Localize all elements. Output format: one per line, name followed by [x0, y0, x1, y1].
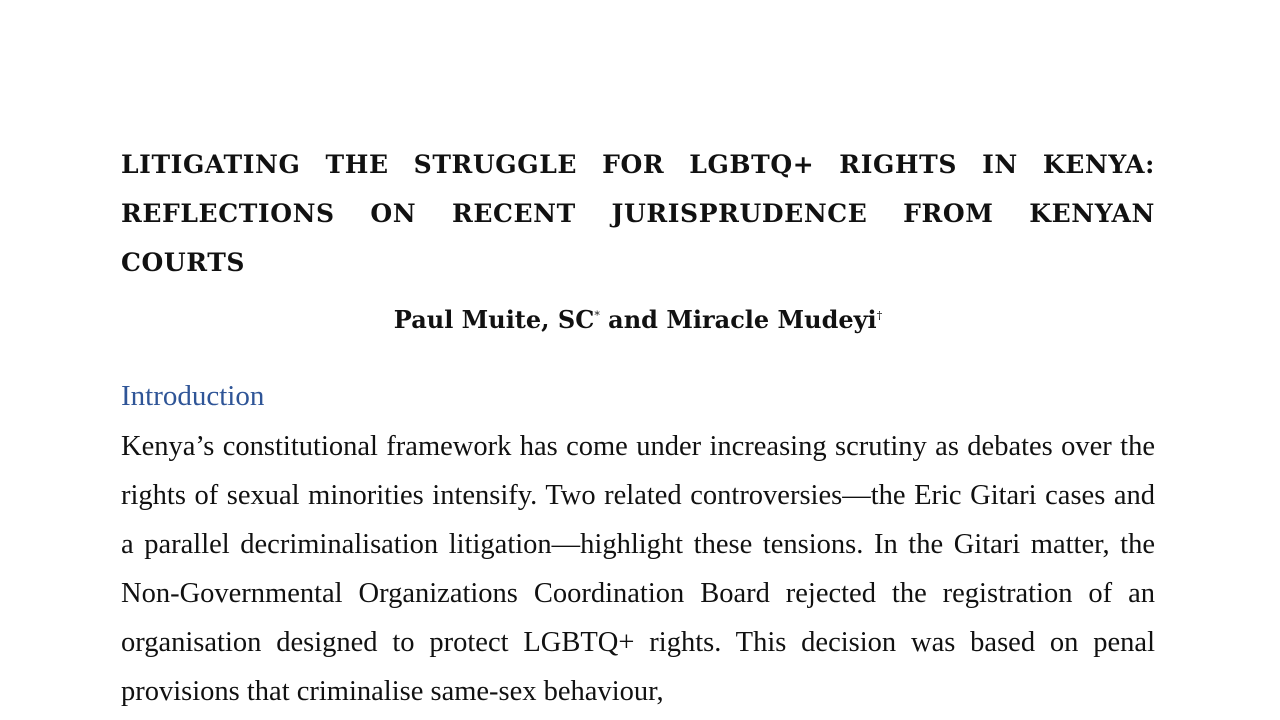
paper-title: LITIGATING THE STRUGGLE FOR LGBTQ+ RIGHTS IN KENYA: REFLECTIONS ON RECENT JURISPRUDENCE FROM KENYAN COURTS: [121, 150, 1155, 277]
author-name-1: Paul Muite, SC: [393, 305, 595, 334]
section-heading-introduction: Introduction: [121, 380, 265, 412]
page-content: [121, 140, 1155, 716]
introduction-paragraph: Kenya’s constitutional framework has come under increasing scrutiny as debates over the rights of sexual minorities intensify. Two related controversies—the Eric Gitari cases and a parallel decriminalisation litigation—highlight these tensions. In the Gitari matter, the Non-Governmental Organizations Coordination Board rejected the registration of an organisation designed to protect LGBTQ+ rights. This decision was based on penal provisions that criminalise same-sex behaviour,: [121, 431, 1155, 707]
author-footnote-mark-2[interactable]: †: [876, 309, 883, 322]
author-name-2: Miracle Mudeyi: [666, 305, 877, 334]
author-conjunction: and: [599, 305, 667, 334]
author-footnote-mark-1[interactable]: *: [594, 309, 600, 322]
author-line: [121, 303, 1155, 337]
